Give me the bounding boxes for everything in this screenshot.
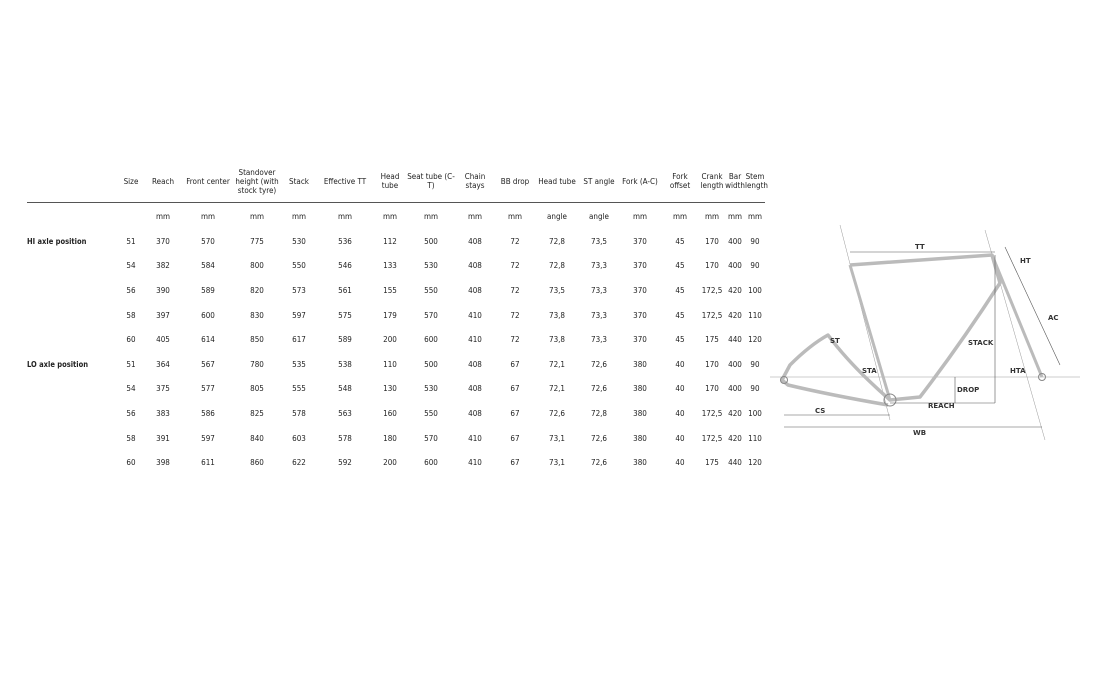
table-row — [27, 426, 765, 451]
table-cell: 592 — [338, 458, 352, 468]
column-header: Stem length — [745, 160, 765, 203]
table-cell: 370 — [633, 236, 647, 246]
column-header: Front center — [183, 160, 233, 203]
axle-position-label — [27, 327, 119, 352]
table-cell: 550 — [424, 285, 438, 295]
table-cell: 40 — [675, 433, 685, 443]
label-ht: HT — [1020, 257, 1031, 265]
table-cell: 120 — [748, 335, 762, 345]
table-cell: 45 — [675, 236, 685, 246]
table-cell: 100 — [748, 285, 762, 295]
table-cell: 622 — [292, 458, 306, 468]
table-cell: 51 — [126, 359, 136, 369]
table-cell: 420 — [728, 310, 742, 320]
table-cell: 180 — [383, 433, 397, 443]
table-row — [27, 450, 765, 475]
table-cell: 73,3 — [590, 335, 608, 345]
unit-cell: angle — [547, 211, 567, 221]
table-row — [27, 229, 765, 254]
table-cell: 172,5 — [701, 285, 723, 295]
unit-cell: mm — [727, 211, 743, 221]
table-cell: 40 — [675, 384, 685, 394]
table-cell: 405 — [156, 335, 170, 345]
table-cell: 90 — [750, 261, 760, 271]
label-ac: AC — [1048, 314, 1059, 322]
table-cell: 90 — [750, 384, 760, 394]
label-cs: CS — [815, 407, 826, 415]
table-cell: 397 — [156, 310, 170, 320]
table-cell: 825 — [250, 408, 264, 418]
table-cell: 860 — [250, 458, 264, 468]
axle-position-label — [27, 401, 119, 426]
table-cell: 400 — [728, 236, 742, 246]
column-header: Size — [119, 160, 143, 203]
table-cell: 73,1 — [548, 458, 566, 468]
table-row — [27, 401, 765, 426]
table-cell: 420 — [728, 433, 742, 443]
table-cell: 90 — [750, 359, 760, 369]
header-row — [27, 160, 765, 203]
table-cell: 398 — [156, 458, 170, 468]
table-cell: 408 — [468, 359, 482, 369]
table-cell: 51 — [126, 236, 136, 246]
column-header: BB drop — [495, 160, 535, 203]
table-cell: 400 — [728, 384, 742, 394]
table-cell: 112 — [383, 236, 397, 246]
table-cell: 500 — [424, 359, 438, 369]
axle-position-label — [27, 303, 119, 328]
table-cell: 408 — [468, 236, 482, 246]
table-cell: 179 — [383, 310, 397, 320]
table-cell: 410 — [468, 335, 482, 345]
table-cell: 538 — [338, 359, 352, 369]
table-cell: 45 — [675, 310, 685, 320]
table-cell: 420 — [728, 285, 742, 295]
table-cell: 536 — [338, 236, 352, 246]
table-cell: 56 — [126, 285, 136, 295]
label-tt: TT — [915, 243, 925, 251]
unit-cell: mm — [704, 211, 720, 221]
table-cell: 67 — [510, 433, 520, 443]
table-row — [27, 278, 765, 303]
table-cell: 58 — [126, 433, 136, 443]
table-cell: 110 — [383, 359, 397, 369]
column-header: ST angle — [579, 160, 619, 203]
unit-cell: mm — [155, 211, 171, 221]
table-cell: 408 — [468, 408, 482, 418]
table-row — [27, 303, 765, 328]
table-cell: 67 — [510, 359, 520, 369]
table-cell: 130 — [383, 384, 397, 394]
column-header: Stack — [281, 160, 317, 203]
unit-cell: mm — [672, 211, 688, 221]
table-cell: 780 — [250, 359, 264, 369]
column-header: Fork offset — [661, 160, 699, 203]
table-cell: 67 — [510, 384, 520, 394]
axle-position-label: HI axle position — [27, 236, 87, 246]
column-header: Seat tube (C-T) — [407, 160, 455, 203]
table-cell: 820 — [250, 285, 264, 295]
table-cell: 160 — [383, 408, 397, 418]
column-header: Head tube — [535, 160, 579, 203]
table-cell: 500 — [424, 236, 438, 246]
table-cell: 589 — [338, 335, 352, 345]
table-cell: 391 — [156, 433, 170, 443]
table-cell: 100 — [748, 408, 762, 418]
unit-cell — [27, 203, 119, 230]
table-cell: 67 — [510, 458, 520, 468]
table-cell: 530 — [424, 261, 438, 271]
unit-cell: mm — [467, 211, 483, 221]
table-cell: 567 — [201, 359, 215, 369]
table-cell: 578 — [338, 433, 352, 443]
table-cell: 72 — [510, 285, 520, 295]
column-header: Chain stays — [455, 160, 495, 203]
column-header: Standover height (with stock tyre) — [233, 160, 281, 203]
table-cell: 530 — [292, 236, 306, 246]
table-cell: 400 — [728, 261, 742, 271]
table-cell: 584 — [201, 261, 215, 271]
table-cell: 73,5 — [548, 285, 566, 295]
table-body — [27, 229, 765, 475]
unit-cell: mm — [200, 211, 216, 221]
table-cell: 410 — [468, 310, 482, 320]
table-cell: 170 — [705, 236, 719, 246]
table-cell: 380 — [633, 458, 647, 468]
table-cell: 586 — [201, 408, 215, 418]
table-cell: 60 — [126, 458, 136, 468]
table-row — [27, 352, 765, 377]
table-cell: 548 — [338, 384, 352, 394]
table-cell: 390 — [156, 285, 170, 295]
table-cell: 72 — [510, 335, 520, 345]
label-reach: REACH — [928, 402, 955, 410]
table-cell: 133 — [383, 261, 397, 271]
unit-cell: angle — [589, 211, 609, 221]
table-cell: 370 — [633, 285, 647, 295]
table-cell: 550 — [292, 261, 306, 271]
table-cell: 603 — [292, 433, 306, 443]
table-cell: 597 — [201, 433, 215, 443]
table-row — [27, 254, 765, 279]
table-cell: 611 — [201, 458, 215, 468]
table-cell: 175 — [705, 458, 719, 468]
table-cell: 375 — [156, 384, 170, 394]
unit-cell — [119, 203, 143, 230]
label-wb: WB — [913, 429, 927, 437]
table-cell: 72 — [510, 236, 520, 246]
table-cell: 170 — [705, 384, 719, 394]
table-cell: 172,5 — [701, 408, 723, 418]
axle-position-label — [27, 254, 119, 279]
table-cell: 380 — [633, 433, 647, 443]
table-cell: 370 — [156, 236, 170, 246]
table-cell: 170 — [705, 261, 719, 271]
table-cell: 850 — [250, 335, 264, 345]
table-cell: 54 — [126, 261, 136, 271]
table-cell: 840 — [250, 433, 264, 443]
label-hta: HTA — [1010, 367, 1026, 375]
table-cell: 370 — [633, 310, 647, 320]
column-header: Fork (A-C) — [619, 160, 661, 203]
unit-cell: mm — [249, 211, 265, 221]
table-cell: 408 — [468, 261, 482, 271]
label-st: ST — [830, 337, 840, 345]
table-cell: 54 — [126, 384, 136, 394]
unit-cell: mm — [747, 211, 763, 221]
label-sta: STA — [862, 367, 877, 375]
table-cell: 600 — [424, 458, 438, 468]
table-cell: 578 — [292, 408, 306, 418]
table-cell: 67 — [510, 408, 520, 418]
table-cell: 383 — [156, 408, 170, 418]
column-header: Head tube — [373, 160, 407, 203]
table-cell: 73,5 — [590, 236, 608, 246]
table-cell: 408 — [468, 384, 482, 394]
table-cell: 40 — [675, 458, 685, 468]
table-cell: 400 — [728, 359, 742, 369]
table-cell: 573 — [292, 285, 306, 295]
table-cell: 73,1 — [548, 433, 566, 443]
table-cell: 175 — [705, 335, 719, 345]
table-cell: 72 — [510, 310, 520, 320]
table-cell: 72,1 — [548, 359, 566, 369]
column-header: Effective TT — [317, 160, 373, 203]
table-cell: 56 — [126, 408, 136, 418]
column-header: Bar width — [725, 160, 745, 203]
table-cell: 805 — [250, 384, 264, 394]
units-row — [27, 203, 765, 230]
table-cell: 58 — [126, 310, 136, 320]
table-cell: 364 — [156, 359, 170, 369]
unit-cell: mm — [382, 211, 398, 221]
table-cell: 370 — [633, 335, 647, 345]
table-cell: 72,6 — [548, 408, 566, 418]
seat-tube-axis — [840, 225, 890, 420]
table-cell: 800 — [250, 261, 264, 271]
table-cell: 830 — [250, 310, 264, 320]
table-cell: 72,1 — [548, 384, 566, 394]
table-row — [27, 327, 765, 352]
bike-geometry-diagram — [770, 225, 1090, 455]
table-cell: 60 — [126, 335, 136, 345]
table-cell: 563 — [338, 408, 352, 418]
table-cell: 73,3 — [590, 285, 608, 295]
table-cell: 561 — [338, 285, 352, 295]
table-cell: 570 — [424, 310, 438, 320]
table-cell: 617 — [292, 335, 306, 345]
table-cell: 72 — [510, 261, 520, 271]
axle-position-label — [27, 278, 119, 303]
table-cell: 110 — [748, 310, 762, 320]
column-header — [27, 160, 119, 203]
table-cell: 550 — [424, 408, 438, 418]
table-cell: 614 — [201, 335, 215, 345]
table-cell: 597 — [292, 310, 306, 320]
table-cell: 570 — [424, 433, 438, 443]
table-cell: 410 — [468, 458, 482, 468]
axle-position-label: LO axle position — [27, 359, 89, 369]
table-cell: 73,3 — [590, 261, 608, 271]
table-cell: 380 — [633, 384, 647, 394]
table-cell: 440 — [728, 458, 742, 468]
table-cell: 45 — [675, 335, 685, 345]
table-cell: 380 — [633, 359, 647, 369]
table-cell: 73,8 — [548, 335, 566, 345]
table-cell: 73,8 — [548, 310, 566, 320]
table-cell: 577 — [201, 384, 215, 394]
table-cell: 172,5 — [701, 433, 723, 443]
table-cell: 72,8 — [548, 236, 566, 246]
table-cell: 40 — [675, 359, 685, 369]
table-cell: 172,5 — [701, 310, 723, 320]
table-cell: 380 — [633, 408, 647, 418]
table-cell: 45 — [675, 285, 685, 295]
table-cell: 170 — [705, 359, 719, 369]
table-cell: 72,6 — [590, 433, 608, 443]
label-drop: DROP — [957, 386, 980, 394]
table-cell: 440 — [728, 335, 742, 345]
frame-outline — [782, 255, 1000, 405]
unit-cell: mm — [423, 211, 439, 221]
label-stack: STACK — [968, 339, 994, 347]
table-row — [27, 377, 765, 402]
unit-cell: mm — [291, 211, 307, 221]
unit-cell: mm — [337, 211, 353, 221]
table-cell: 155 — [383, 285, 397, 295]
table-cell: 72,6 — [590, 458, 608, 468]
table-cell: 40 — [675, 408, 685, 418]
unit-cell: mm — [507, 211, 523, 221]
table-cell: 73,3 — [590, 310, 608, 320]
table-cell: 589 — [201, 285, 215, 295]
table-cell: 45 — [675, 261, 685, 271]
axle-position-label — [27, 426, 119, 451]
axle-position-label — [27, 377, 119, 402]
table-cell: 570 — [201, 236, 215, 246]
column-header: Crank length — [699, 160, 725, 203]
table-cell: 370 — [633, 261, 647, 271]
table-cell: 530 — [424, 384, 438, 394]
table-cell: 775 — [250, 236, 264, 246]
table-cell: 200 — [383, 458, 397, 468]
table-cell: 408 — [468, 285, 482, 295]
axle-position-label — [27, 450, 119, 475]
table-cell: 600 — [424, 335, 438, 345]
table-cell: 200 — [383, 335, 397, 345]
table-cell: 382 — [156, 261, 170, 271]
unit-cell: mm — [632, 211, 648, 221]
table-cell: 600 — [201, 310, 215, 320]
table-cell: 90 — [750, 236, 760, 246]
table-cell: 420 — [728, 408, 742, 418]
table-cell: 72,6 — [590, 384, 608, 394]
table-cell: 535 — [292, 359, 306, 369]
column-header: Reach — [143, 160, 183, 203]
table-cell: 72,8 — [548, 261, 566, 271]
table-cell: 110 — [748, 433, 762, 443]
table-cell: 72,6 — [590, 359, 608, 369]
geometry-table — [27, 160, 768, 475]
table-cell: 546 — [338, 261, 352, 271]
table-cell: 575 — [338, 310, 352, 320]
table-cell: 72,8 — [590, 408, 608, 418]
table-cell: 555 — [292, 384, 306, 394]
table-cell: 120 — [748, 458, 762, 468]
table-cell: 410 — [468, 433, 482, 443]
